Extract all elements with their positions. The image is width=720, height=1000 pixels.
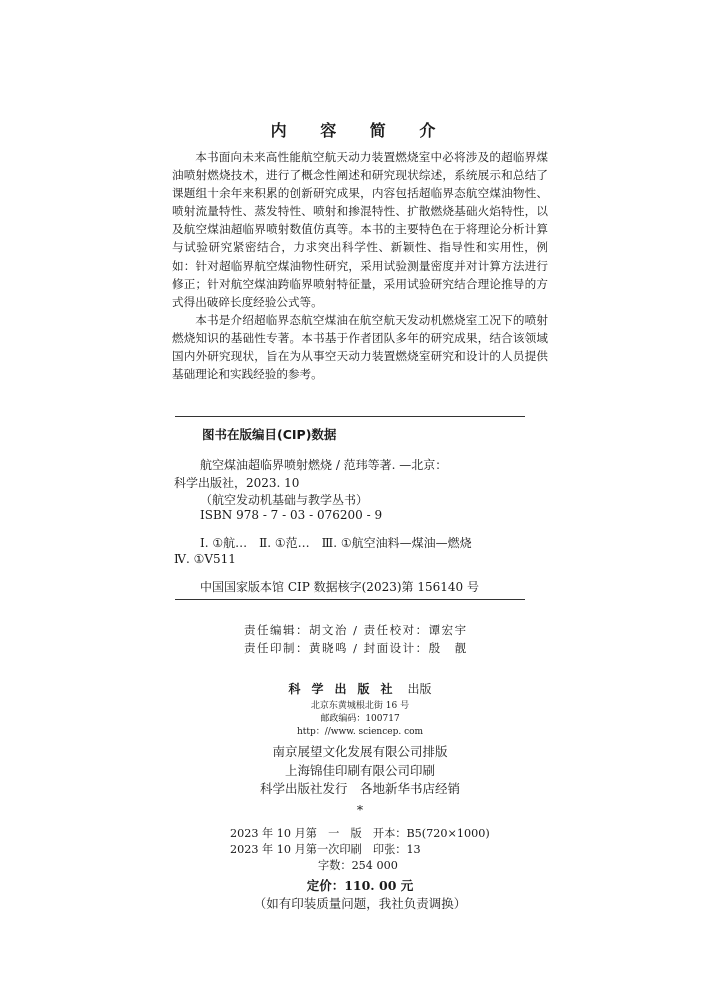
quality-notice: （如有印装质量问题，我社负责调换）	[253, 896, 467, 911]
publisher-address: 北京东黄城根北街 16 号	[310, 701, 410, 711]
publisher-postcode: 邮政编码：100717	[320, 714, 400, 724]
printer-line: 上海锦佳印刷有限公司印刷	[284, 763, 435, 778]
cip-classification-continued: Ⅳ. ①V511	[174, 552, 236, 566]
content-summary	[172, 148, 548, 383]
cip-bottom-rule	[175, 599, 525, 600]
cip-record-number: 中国国家版本馆 CIP 数据核字(2023)第 156140 号	[200, 580, 479, 594]
summary-paragraph: 本书是介绍超临界态航空煤油在航空航天发动机燃烧室工况下的喷射燃烧知识的基础性专著。本书基于作者团队多年的研究成果，结合该领域国内外研究现状，旨在为从事空天动力装置燃烧室研究和设计的人员提供基础理论和实践经验的参考。	[172, 312, 548, 382]
publisher-imprint	[0, 678, 720, 697]
publisher-name: 科学出版社	[288, 682, 404, 696]
cip-publisher-line: 科学出版社，2023. 10	[174, 476, 300, 490]
publisher-website: http：//www. sciencep. com	[296, 727, 424, 737]
distribution-line: 科学出版社发行 各地新华书店经销	[259, 781, 460, 796]
production-credits: 责任印制：黄晓鸣 / 封面设计：殷 靓	[244, 641, 468, 655]
cip-isbn: ISBN 978 - 7 - 03 - 076200 - 9	[200, 508, 383, 522]
cip-series-line: （航空发动机基础与教学丛书）	[200, 493, 369, 507]
word-count: 字数：254 000	[318, 859, 398, 872]
cip-heading: 图书在版编目(CIP)数据	[202, 427, 337, 442]
page-title: 内 容 简 介	[270, 121, 450, 140]
edition-line: 2023 年 10 月第 一 版 开本：B5(720×1000)	[230, 827, 490, 840]
price-line: 定价：110. 00 元	[306, 878, 414, 893]
printing-line: 2023 年 10 月第一次印刷 印张：13	[230, 843, 421, 856]
publisher-suffix: 出版	[407, 682, 432, 696]
cip-top-rule	[175, 416, 525, 417]
editor-credits: 责任编辑：胡文治 / 责任校对：谭宏宇	[244, 623, 468, 637]
separator-asterisk: *	[356, 802, 364, 817]
summary-paragraph: 本书面向未来高性能航空航天动力装置燃烧室中必将涉及的超临界煤油喷射燃烧技术，进行了概念性阐述和研究现状综述，系统展示和总结了课题组十余年来积累的创新研究成果，内容包括超临界态航空煤油物性、喷射流量特性、蒸发特性、喷射和掺混特性、扩散燃烧基础火焰特性，以及航空煤油超临界喷射数值仿真等。本书的主要特色在于将理论分析计算与试验研究紧密结合，力求突出科学性、新颖性、指导性和实用性，例如：针对超临界航空煤油物性研究，采用试验测量密度并对计算方法进行修正；针对航空煤油跨临界喷射特征量，采用试验研究结合理论推导的方式得出破碎长度经验公式等。	[172, 150, 548, 309]
cip-title-line: 航空煤油超临界喷射燃烧 / 范玮等著. —北京：	[200, 458, 448, 472]
cip-classification: Ⅰ. ①航… Ⅱ. ①范… Ⅲ. ①航空油料—煤油—燃烧	[200, 536, 472, 550]
typesetter-line: 南京展望文化发展有限公司排版	[272, 744, 448, 759]
